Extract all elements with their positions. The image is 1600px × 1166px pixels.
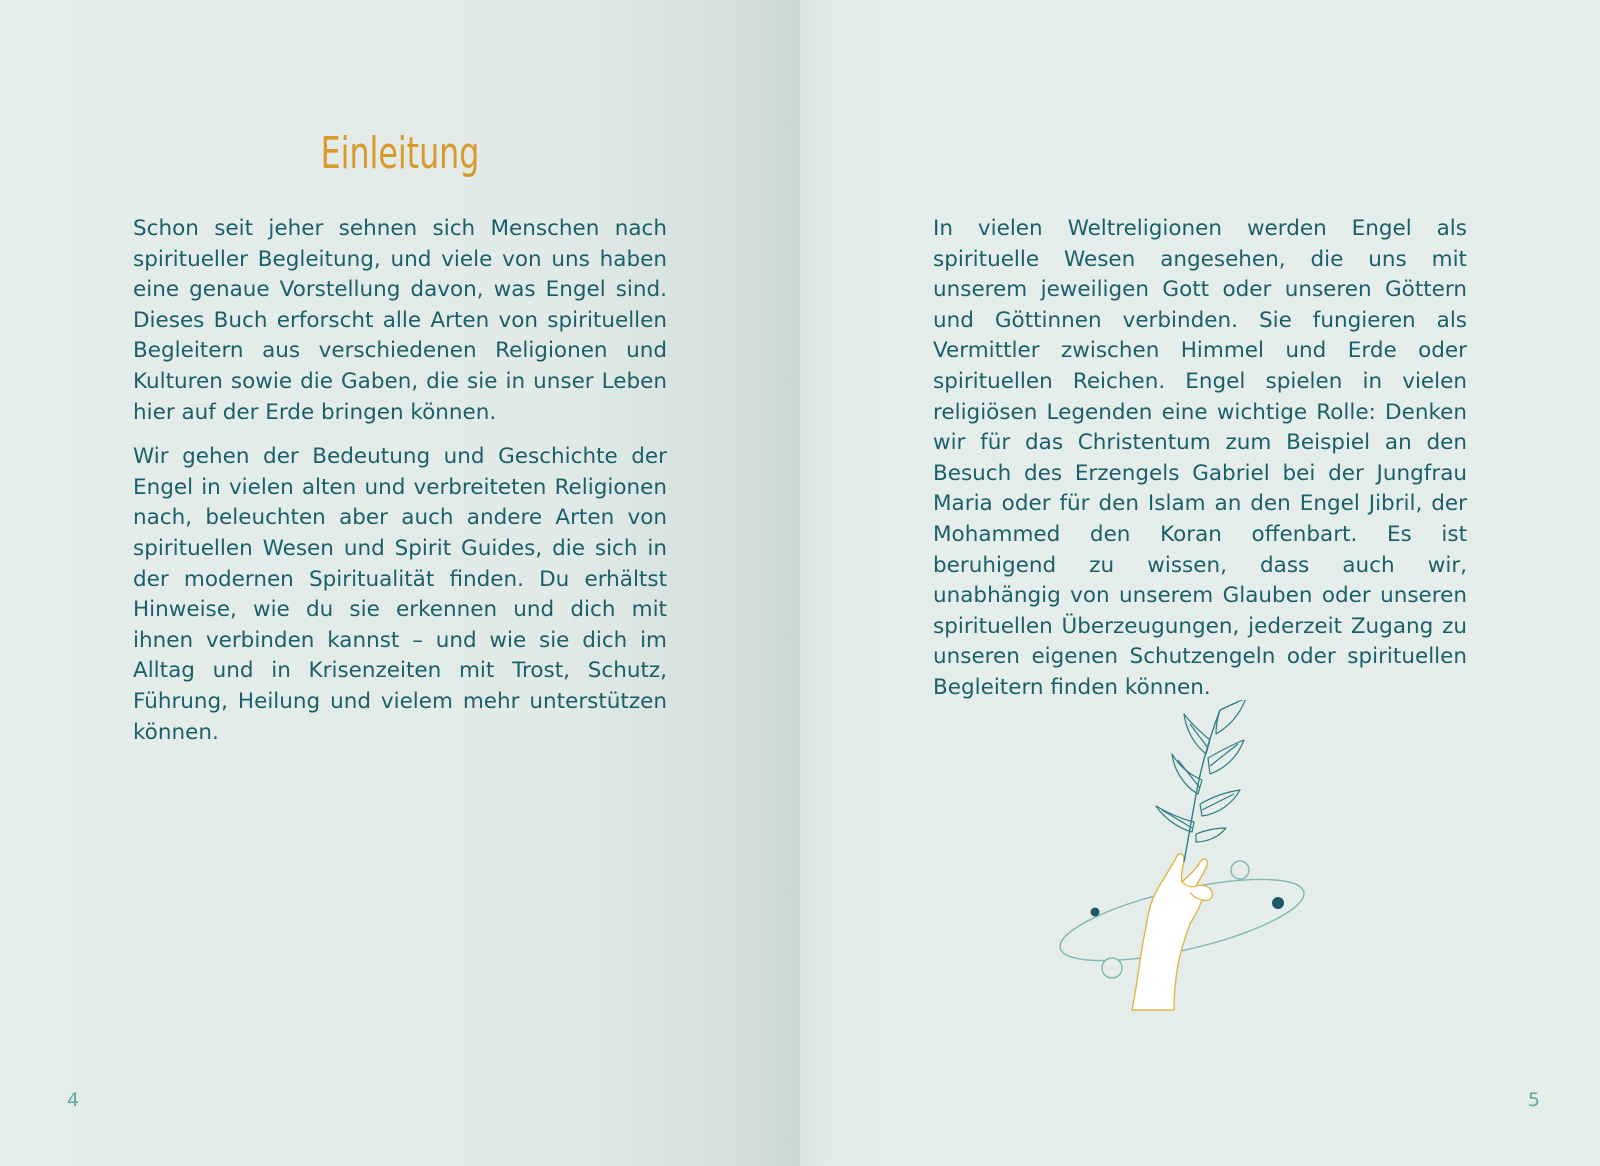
hand-outline: [1132, 854, 1212, 1010]
left-text-column: [133, 214, 667, 762]
planet-dark-right: [1272, 897, 1284, 909]
planet-hollow-top: [1231, 861, 1249, 879]
chapter-heading: Einleitung: [320, 128, 480, 179]
planet-small-dark-left: [1091, 908, 1100, 917]
right-paragraph-1: In vielen Weltreligionen werden Engel als spirituelle Wesen angesehen, die uns mit unserem jeweiligen Gott oder unseren Göttern und Göttinnen verbinden. Sie fungieren als Vermittler zwischen Himmel und Erde oder spirituellen Reichen. Engel spielen in vielen religiösen Legenden eine wichtige Rolle: Denken wir für das Christentum zum Beispiel an den Besuch des Erzengels Gabriel bei der Jungfrau Maria oder für den Islam an den Engel Jibril, der Mohammed den Koran offenbart. Es ist beruhigend zu wissen, dass auch wir, unabhängig von unserem Glauben oder unseren spirituellen Überzeugungen, jederzeit Zugang zu unseren eigenen Schutzengeln oder spirituellen Begleitern finden können.: [933, 216, 1467, 700]
left-paragraph-1: Schon seit jeher sehnen sich Menschen nach spiritueller Begleitung, und viele von uns haben eine genaue Vorstellung davon, was Engel sind. Dieses Buch erforscht alle Arten von spirituellen Begleitern aus verschiedenen Religionen und Kulturen sowie die Gaben, die sie in unser Leben hier auf der Erde bringen können.: [133, 216, 667, 425]
right-text-column: [933, 214, 1467, 718]
page-number-right: 5: [1527, 1089, 1540, 1111]
right-page: [800, 0, 1600, 1166]
page-number-left: 4: [67, 1089, 80, 1111]
hand-holding-branch-with-orbit-icon: [1050, 700, 1320, 1040]
planet-hollow-bottom: [1102, 958, 1122, 978]
left-paragraph-2: Wir gehen der Bedeutung und Geschichte der Engel in vielen alten und verbreiteten Religionen nach, beleuchten aber auch andere Arten von spirituellen Wesen und Spirit Guides, die sich in der modernen Spiritualität finden. Du erhältst Hinweise, wie du sie erkennen und dich mit ihnen verbinden kannst – und wie sie dich im Alltag und in Krisenzeiten mit Trost, Schutz, Führung, Heilung und vielem mehr unterstützen können.: [133, 444, 667, 745]
